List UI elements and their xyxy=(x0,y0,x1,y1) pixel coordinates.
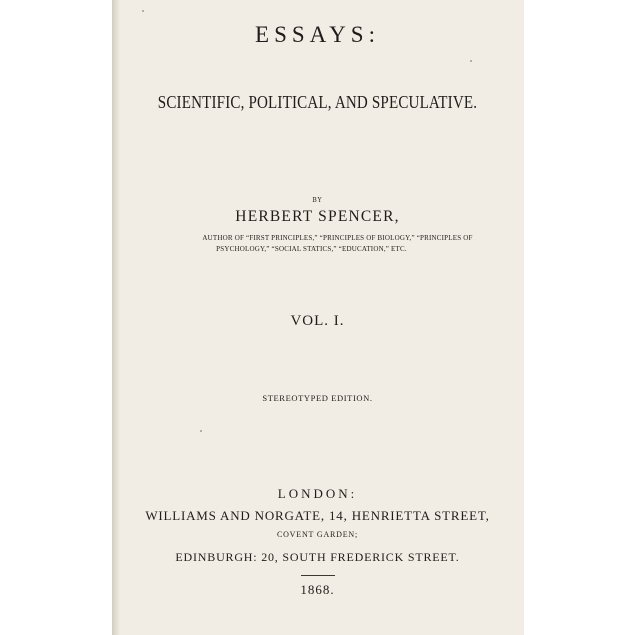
author-credits-line-1: AUTHOR OF “FIRST PRINCIPLES,” “PRINCIPLES OF BIOLOGY,” “PRINCIPLES OF xyxy=(202,234,473,242)
second-address: EDINBURGH: 20, SOUTH FREDERICK STREET. xyxy=(175,550,460,564)
by-label: BY xyxy=(312,197,323,204)
paper-speck xyxy=(142,10,144,12)
publication-year: 1868. xyxy=(300,582,335,597)
paper-speck xyxy=(200,430,202,432)
publisher-name: WILLIAMS AND NORGATE, 14, HENRIETTA STREET, xyxy=(145,508,490,523)
divider-rule xyxy=(301,575,335,576)
book-title: ESSAYS: xyxy=(255,22,380,47)
publisher-locale: COVENT GARDEN; xyxy=(276,530,359,539)
author-credits-line-2: PSYCHOLOGY,” “SOCIAL STATICS,” “EDUCATION,” ETC. xyxy=(216,245,407,253)
edition-note: STEREOTYPED EDITION. xyxy=(262,393,373,403)
book-subtitle: SCIENTIFIC, POLITICAL, AND SPECULATIVE. xyxy=(157,92,478,112)
volume-number: VOL. I. xyxy=(290,313,345,329)
author-name: HERBERT SPENCER, xyxy=(235,208,400,225)
paper-speck xyxy=(470,60,472,62)
imprint-city: LONDON: xyxy=(277,486,358,501)
